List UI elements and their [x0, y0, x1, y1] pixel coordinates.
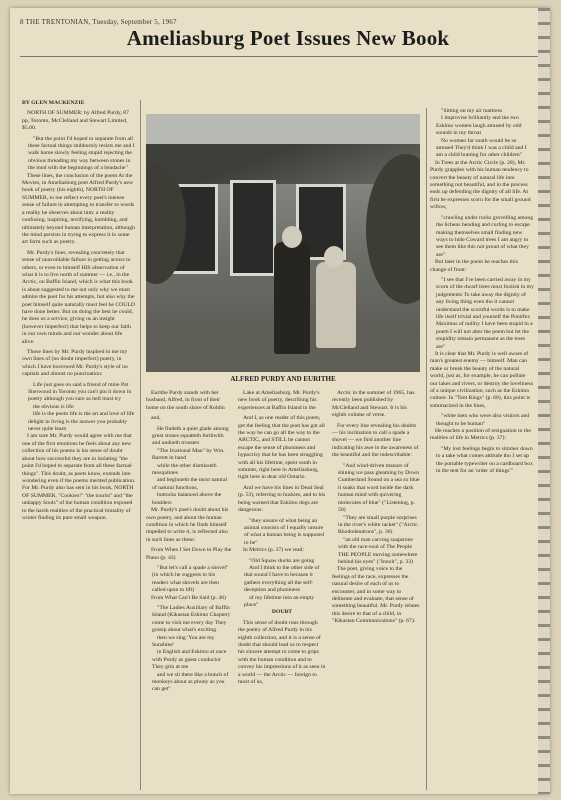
column-1 [22, 100, 136, 790]
verse: "They are small purple surprises in the river's white racket" ("Arctic Rhododendrons", p. 36) [338, 514, 418, 536]
headline: Ameliasburg Poet Issues New Book [126, 26, 450, 50]
byline: BY GLEN MACKENZIE [22, 100, 85, 106]
verse: while the other dismisseth mosquitoes [152, 462, 217, 477]
verse: the obvious is life [33, 403, 74, 410]
paragraph: Arctic in the summer of 1965, has recently been published by McClelland and Stewart. It is his eighth volume of verse. [332, 390, 415, 419]
paragraph: In Trees at the Arctic Circle (p. 28), Mr. Purdy grapples with his human tendency to convert the beauty of natural life into something not beautiful, and in the process ends up defending the dignity of all life. At first he expresses scorn for the small ground willow, [430, 159, 531, 211]
subhead: DOUBT [271, 609, 293, 616]
verse: of my lifetime into an empty place" [244, 594, 315, 608]
paragraph: For every line revealing his doubts — his inclination to call a spade a shovel — we find another line indicating his awe in the awareness of the beautiful and the indescribable: [332, 422, 419, 459]
paragraph: From What Can't Be Said (p. 46) [151, 594, 227, 601]
paragraph: Lake at Ameliasburg. Mr. Purdy's new book of poetry, describing his experiences at Baffin Island in the [238, 390, 320, 411]
paragraph: He reaches a position of resignation to the realities of life in Metrics (p. 37): [430, 428, 531, 442]
paragraph: and, [151, 415, 161, 422]
paragraph: From When I Set Down to Play the Piano (p. 43) [146, 547, 232, 561]
verse: life is the poem life is the art and love of life delight in living is the answer you probably never quite learn [28, 411, 135, 433]
verse: No women far south would be so amused They'd think I was a child and I am a child hunting for other children" [436, 137, 527, 159]
verse: "But let's call a spade a shovel" (in which he suggests to his readers what shovels are then called upon to lift) [152, 564, 229, 594]
verse: He findeth a quiet glade among great stones squatteth forthwith and undoeth trousers [152, 425, 229, 447]
masthead: 8 THE TRENTONIAN, Tuesday, September 5, 1967 [20, 18, 177, 26]
verse: "But the point I'd hoped to separate from all these factual things stubbornly resists me and I walk home slowly feeling stupid rejecting the obvious threading my way between stones in the mud with the beginnings of a headache" [28, 135, 135, 172]
photo-purdy-couple [146, 114, 420, 372]
verse: I improvise brilliantly and the two Eskimo women laugh amused by odd sounds in my throat [436, 115, 522, 137]
paragraph: And I, as one reader of this poem, get the feeling that the poet has got all the way he can go all the way to the ARCTIC, and STILL he cannot escape the sense of phoniness and hypocrisy that he has been struggling with all his lifetime, spent south in summer, right here in Ameliasburg, right here in dear old Ontario. [238, 415, 325, 481]
paragraph: These lines, the conclusion of the poem At the Movies, in Ameliasburg poet Alfred Purdy's new book of poetry (his eighth), NORTH OF SUMMER, to me reflect every poet's intense sense of failure in attempting to transfer to words a reality he observes about him: a reality confusing, inspiring, terrifying, humbling, and ultimately beyond human interpretation, although the mind persists in trying to express it in some art form such as poetry. [22, 172, 135, 246]
column-5 [430, 108, 534, 790]
column-2 [146, 390, 232, 790]
verse: then we sing 'You are my Sunshine' [152, 634, 215, 648]
column-divider [140, 100, 141, 790]
verse: and beginneth the most natural of natural functions, [152, 477, 228, 491]
verse: buttocks balanced above the boulders [152, 492, 222, 506]
paragraph: This sense of doubt runs through the poetry of Alfred Purdy in his eighth collection, and it is a sense of doubt that should lead us to respect his sincere attempt to come to grips with the human condition and to convey his impressions of it as seen in a world — the Arctic — foreign to most of us, [238, 619, 326, 686]
paragraph: NORTH OF SUMMER: by Alfred Purdy, 87 pp, Toronto, McClelland and Stewart Limited, $5.00. [22, 110, 129, 132]
photo-caption: ALFRED PURDY AND EURITHE [230, 375, 336, 383]
verse: "I see that I've been carried away in my scorn of the dwarf trees most foolish in my judgements To take away the dignity of any living thing even tho it cannot understand the scornful words is to make life itself trivial and yourself the Pontifex Maximus of nullity I have been stupid in a poem I will not alter the poem but let the stupidity remain permanent as the trees are" [436, 276, 534, 350]
verse: Life just goes on said a friend of mine Pat Sherwood in Toronto you can't pin it down in poetry although you sure as hell must try [28, 381, 132, 403]
paragraph: And we have his lines in Dead Seal (p. 53), referring to huskies, and to his being warned that Eskimo dogs are dangerous: [238, 484, 326, 514]
verse: in English and Eskimo at once with Purdy as guest conductor They grin at me [152, 649, 227, 671]
paragraph: The poet, giving voice to the feelings of the race, expresses the natural desire of each of us to encounter, and in some way to delineate and evaluate, that sense of something beautiful. Mr. Purdy relates this desire to that of a child, in "Kikastan Communications" (p. 67): [332, 566, 420, 625]
verse: And I think to the other side of that sound I have to because it gathers everything all the self-deception and phoniness [244, 564, 320, 594]
verse: "My lost feelings begin to simmer down to a take what comes attitude tho I set up the portable typewriter on a cardboard box in the tent for an 'order of things'" [436, 445, 533, 475]
verse: "crawling under rocks grovelling among the lichens bending and curling to escape making themselves small finding new ways to hide Coward trees I am angry to see them like this not proud of what they are" [436, 214, 534, 258]
binder-spiral [538, 8, 550, 794]
verse: "The Ladies Auxiliary of Baffin Island (Kikastan Eskimo Chapter) come to visit me every day They gossip about what's exciting [152, 604, 230, 634]
verse: "Old Squaw ducks are going [249, 557, 315, 564]
paragraph: I am sure Mr. Purdy would agree with me that one of the first emotions he feels about any new collection of his poems is his sense of doubt about how successful they are in isolating "the point I'd hoped to separate from all these factual things". This doubt, as poets know, extends into wondering even if the poems merited publication. For Mr. Purdy also has sent in his book, NORTH OF SUMMER, "Cookies!" "the tourist" and "the unhappy Souls" of the human condition exposed to the harsh realities of the practical brutality of winter finding its pure small weapon. [22, 433, 136, 521]
paragraph: Those lines by Mr. Purdy inspired in me my own lines of (no doubt imperfect) poetry, in which I have borrowed Mr. Purdy's style of no capitals and almost no punctuation: [22, 349, 128, 378]
newspaper-clipping [10, 8, 550, 794]
column-divider [426, 108, 427, 790]
column-4 [332, 390, 420, 790]
verse: "Sitting on my air mattress [441, 108, 503, 114]
verse: "white men who were also visitors and thought to be human" [436, 413, 530, 427]
paragraph: It is clear that Mr. Purdy is well aware of man's greatest enemy — himself. Man can make or break the beauty of the natural world, just as, for example, he can pollute our lakes and rivers, or destroy the loveliness of a unique civilization, such as the Eskimo culture. In "Tent Rings" (p. 68), this point is summarized in the lines, [430, 351, 533, 409]
verse: "they unsure of what being an animal consists of I equally unsure of what a human being is supposed to be" [244, 517, 324, 546]
paragraph: But later in the poem he reaches this change of front: [430, 259, 518, 273]
column-3 [238, 390, 326, 790]
paragraph: Mr. Purdy's lines, revealing concretely that sense of unavoidable failure in getting across to others, or even to himself HIS observation of what it is to live north of summer — i.e., in the Arctic, on Baffin Island, which is what this book is about suggested to me not only why we must admire the poet for his attempts, but also why the poet himself quite naturally must feel he COULD have done better. But on doing the best he could, he does us a service, giving us an insight (however imperfect) that helps to keep our faith in our own minds and our wonder about life alive. [22, 249, 135, 345]
paragraph: Mr. Purdy's poet's doubt about his own poetry, and about the human condition in which he finds himself impelled to write it, is reflected also in such lines as these: [146, 507, 229, 543]
verse: and we sit there like a bunch of monkeys about as phony as you can get" [152, 671, 229, 693]
paragraph: Eurithe Purdy stands with her husband, Alfred, in front of their home on the south shore of Roblin [146, 390, 225, 411]
verse: "an old man carving soapstone with the race-soul of The People THE PEOPLE moving somewhere behind his eyes" ("Innuit", p. 33) [338, 536, 418, 565]
headline-rule [20, 56, 538, 57]
verse: "And wind-driven manors of shining ice pass gleaming by Down Cumberland Sound on a sea so blue it soaks that word inside the dark human mind with quivering molecules of blue" ("Listening, p. 50) [338, 462, 420, 514]
paragraph: In Metrics (p. 37) we read: [243, 547, 304, 554]
verse: "The Irrational Man" by Wm. Barrett in hand [152, 447, 225, 462]
